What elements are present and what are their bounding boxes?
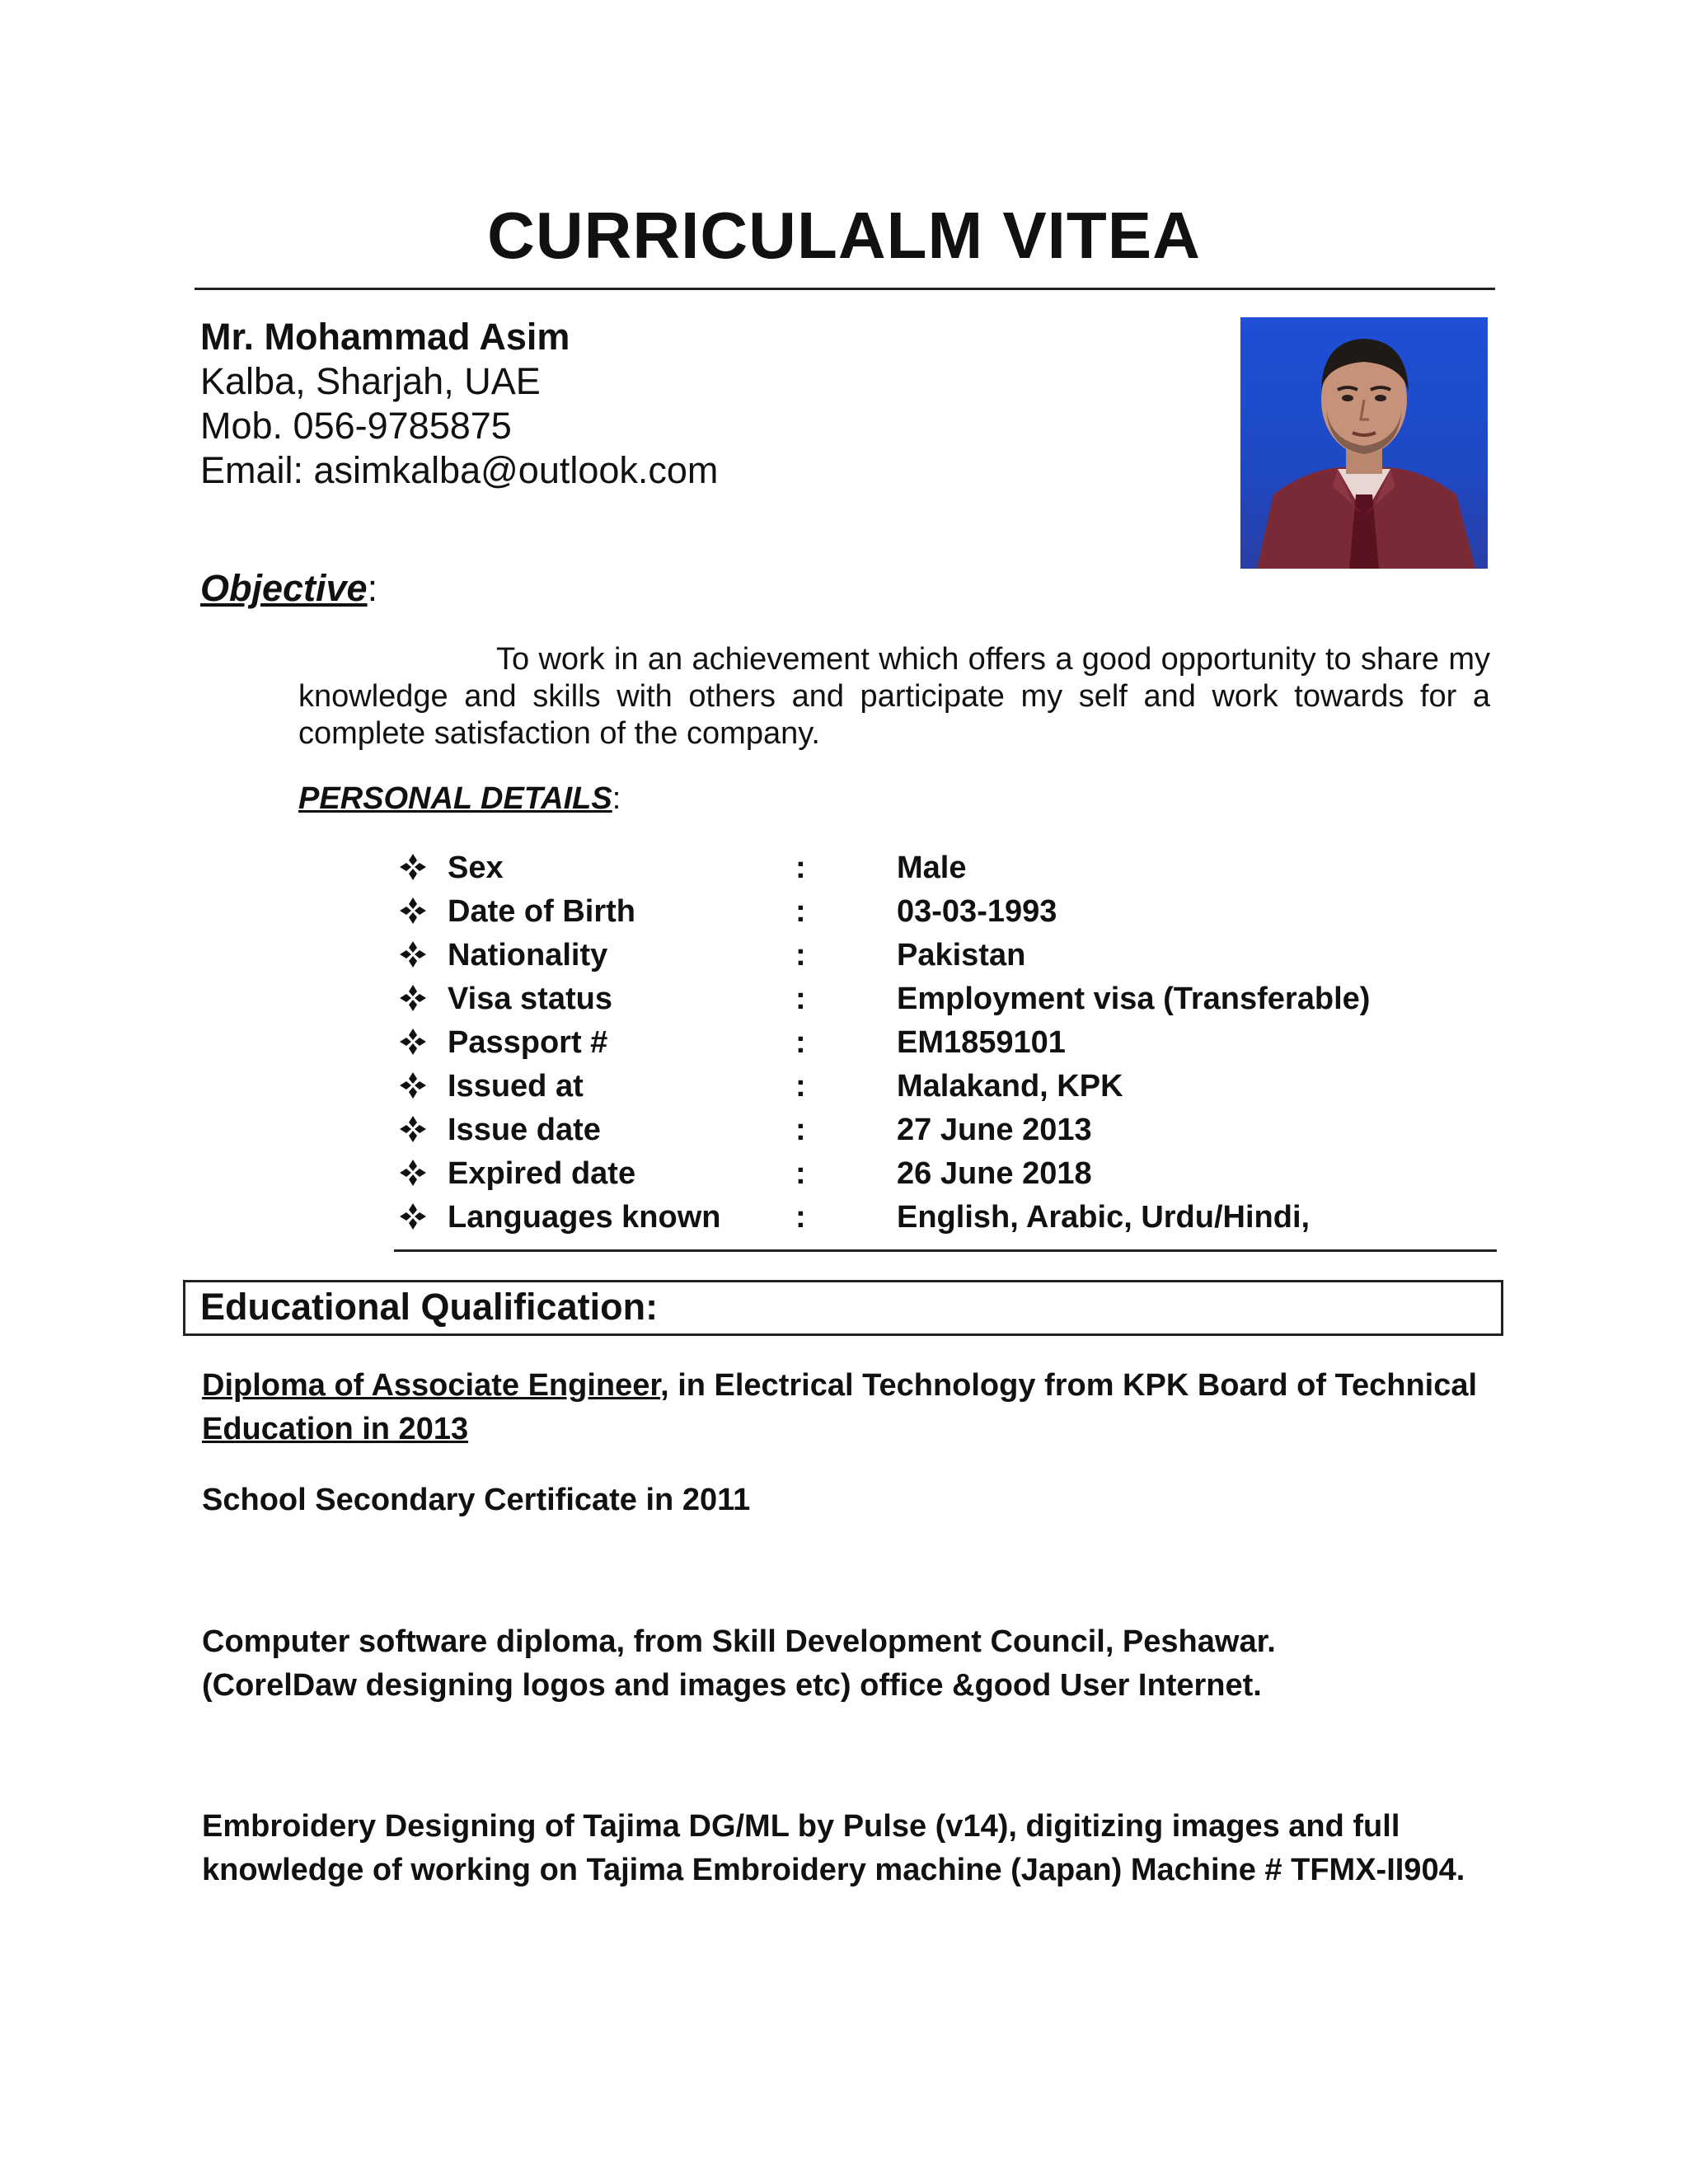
personal-details-heading <box>298 781 621 817</box>
detail-value: 03-03-1993 <box>897 894 1057 929</box>
detail-value: 27 June 2013 <box>897 1113 1092 1147</box>
detail-separator: : <box>795 1156 806 1191</box>
detail-row <box>398 894 1494 938</box>
detail-value: Employment visa (Transferable) <box>897 982 1371 1016</box>
detail-value: Malakand, KPK <box>897 1069 1123 1104</box>
detail-row <box>398 1156 1494 1200</box>
detail-separator: : <box>795 938 806 972</box>
diploma-year: Education in 2013 <box>202 1412 469 1446</box>
detail-row <box>398 1025 1494 1069</box>
personal-details-heading-colon: : <box>612 781 621 816</box>
detail-label: Sex <box>448 851 504 885</box>
diamond-bullet-icon <box>398 1202 428 1231</box>
detail-value: 26 June 2018 <box>897 1156 1092 1191</box>
detail-row <box>398 851 1494 894</box>
detail-row <box>398 938 1494 982</box>
detail-value: English, Arabic, Urdu/Hindi, <box>897 1200 1311 1235</box>
detail-label: Date of Birth <box>448 894 635 929</box>
detail-label: Visa status <box>448 982 612 1016</box>
detail-separator: : <box>795 1069 806 1104</box>
diamond-bullet-icon <box>398 1114 428 1144</box>
detail-separator: : <box>795 1113 806 1147</box>
diamond-bullet-icon <box>398 983 428 1013</box>
education-heading: Educational Qualification: <box>200 1286 659 1328</box>
diamond-bullet-icon <box>398 852 428 882</box>
contact-block <box>200 315 718 493</box>
detail-separator: : <box>795 982 806 1016</box>
computer-line-2: (CorelDaw designing logos and images etc) office &good User Internet. <box>202 1668 1262 1703</box>
diamond-bullet-icon <box>398 940 428 969</box>
education-computer <box>202 1620 1496 1708</box>
detail-label: Passport # <box>448 1025 608 1060</box>
education-heading-box <box>183 1280 1503 1336</box>
candidate-name: Mr. Mohammad Asim <box>200 316 570 358</box>
detail-row <box>398 982 1494 1025</box>
detail-label: Issued at <box>448 1069 584 1104</box>
detail-row <box>398 1113 1494 1156</box>
diploma-details: , in Electrical Technology from KPK Board of Technical <box>660 1368 1478 1403</box>
detail-row <box>398 1200 1494 1244</box>
personal-details-divider <box>394 1249 1497 1252</box>
detail-separator: : <box>795 1025 806 1060</box>
diamond-bullet-icon <box>398 1027 428 1057</box>
education-diploma <box>202 1364 1496 1451</box>
mobile-number: Mob. 056-9785875 <box>200 405 512 447</box>
detail-label: Languages known <box>448 1200 721 1235</box>
objective-heading-colon: : <box>367 567 378 609</box>
title-divider <box>195 288 1495 290</box>
objective-text: To work in an achievement which offers a good opportunity to share my knowledge and skills with others and participate my self and work towards for a complete satisfaction of the company. <box>298 642 1490 751</box>
detail-separator: : <box>795 1200 806 1235</box>
detail-row <box>398 1069 1494 1113</box>
objective-heading-label: Objective <box>200 567 368 609</box>
diploma-title: Diploma of Associate Engineer <box>202 1368 661 1403</box>
detail-value: EM1859101 <box>897 1025 1066 1060</box>
detail-label: Nationality <box>448 938 608 972</box>
diamond-bullet-icon <box>398 1158 428 1188</box>
email-address: Email: asimkalba@outlook.com <box>200 449 719 491</box>
education-embroidery: Embroidery Designing of Tajima DG/ML by Pulse (v14), digitizing images and full knowledge of working on Tajima Embroidery machine (Japan) Machine # TFMX-II904. <box>202 1809 1465 1887</box>
personal-details-heading-label: PERSONAL DETAILS <box>298 781 612 816</box>
detail-value: Pakistan <box>897 938 1026 972</box>
page-title: CURRICULALM VITEA <box>487 199 1201 272</box>
diamond-bullet-icon <box>398 896 428 926</box>
objective-heading <box>200 567 377 610</box>
computer-line-1: Computer software diploma, from Skill Development Council, Peshawar. <box>202 1624 1276 1659</box>
detail-separator: : <box>795 894 806 929</box>
detail-value: Male <box>897 851 967 885</box>
personal-details-list <box>398 851 1494 1244</box>
detail-label: Expired date <box>448 1156 636 1191</box>
education-ssc: School Secondary Certificate in 2011 <box>202 1483 751 1517</box>
detail-label: Issue date <box>448 1113 601 1147</box>
detail-separator: : <box>795 851 806 885</box>
profile-photo <box>1240 317 1488 569</box>
address: Kalba, Sharjah, UAE <box>200 360 541 402</box>
diamond-bullet-icon <box>398 1071 428 1100</box>
